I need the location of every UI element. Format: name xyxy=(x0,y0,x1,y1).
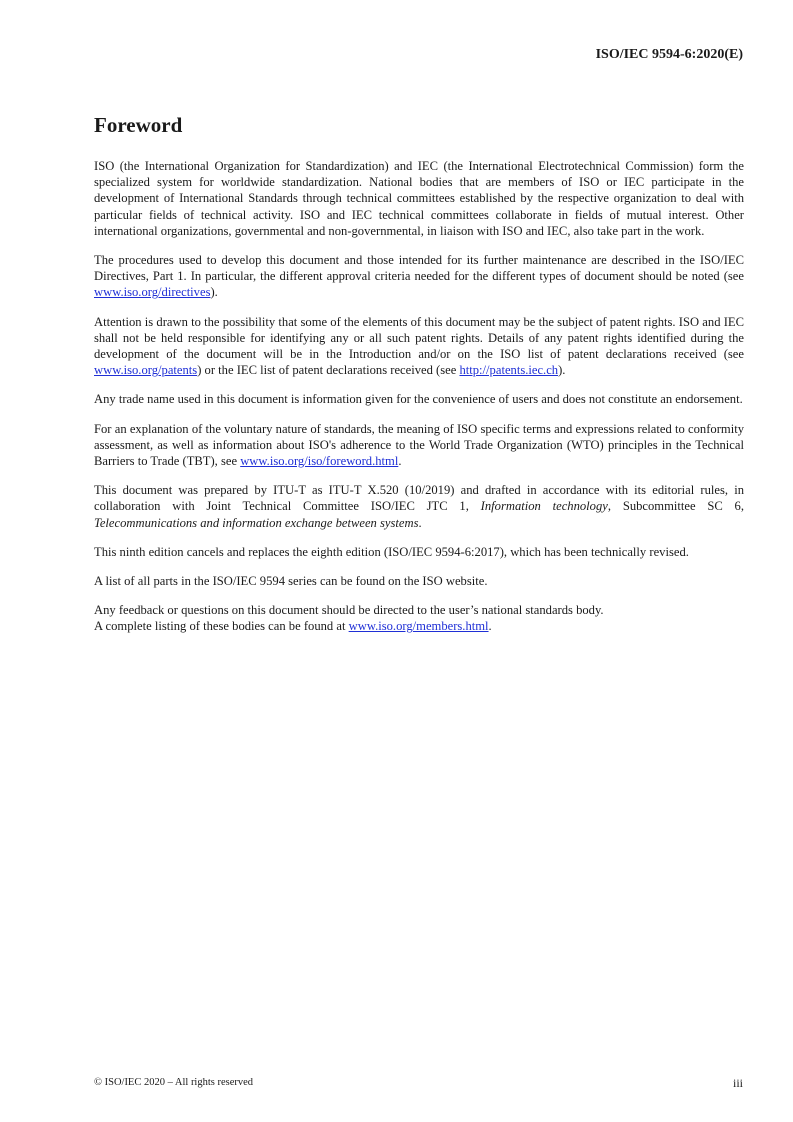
copyright-footer: © ISO/IEC 2020 – All rights reserved xyxy=(94,1077,254,1088)
foreword-link[interactable]: www.iso.org/iso/foreword.html xyxy=(240,454,399,469)
paragraph-text: Any feedback or questions on this document should be directed to the user’s national standards body. xyxy=(94,603,604,618)
paragraph-series-list: A list of all parts in the ISO/IEC 9594 series can be found on the ISO website. xyxy=(94,574,488,589)
committee-title: Information technology xyxy=(480,499,608,514)
paragraph-text: For an explanation of the voluntary nature of standards, the meaning of ISO specific terms and expressions related to conformity assessment, as well as information about ISO's adherence to the World Trade Organization (WTO) principles in the Technical Barriers to Trade (TBT), see xyxy=(94,421,744,469)
document-id-header: ISO/IEC 9594-6:2020(E) xyxy=(595,47,743,62)
paragraph-text: The procedures used to develop this document and those intended for its further maintenance are described in the ISO/IEC Directives, Part 1. In particular, the different approval criteria needed for the different types of document should be noted (see xyxy=(94,253,744,284)
paragraph-feedback xyxy=(94,602,744,634)
foreword-body xyxy=(94,158,744,648)
page-title: Foreword xyxy=(94,113,183,137)
paragraph-voluntary-nature xyxy=(94,421,744,470)
paragraph-prepared-by xyxy=(94,482,744,531)
paragraph-patents xyxy=(94,314,744,379)
paragraph-trade-name: Any trade name used in this document is information given for the convenience of users and does not constitute an endorsement. xyxy=(94,392,743,407)
paragraph-text: ). xyxy=(210,285,218,300)
members-link[interactable]: www.iso.org/members.html xyxy=(348,619,489,634)
paragraph-text: ) or the IEC list of patent declarations received (see xyxy=(197,363,460,378)
page-number: iii xyxy=(732,1076,743,1090)
paragraph-text: Attention is drawn to the possibility that some of the elements of this document may be the subject of patent rights. ISO and IEC shall not be held responsible for identifying any or all such patent rights. Details of any patent rights identified during the development of the document will be in the Introduction and/or on the ISO list of patent declarations received (see xyxy=(94,314,744,362)
paragraph-text: , Subcommittee SC 6, xyxy=(607,499,744,514)
subcommittee-title: Telecommunications and information exchange between systems xyxy=(94,515,419,530)
iso-patents-link[interactable]: www.iso.org/patents xyxy=(94,363,198,378)
paragraph-text: . xyxy=(418,515,422,530)
paragraph-text: ). xyxy=(558,363,566,378)
paragraph-edition: This ninth edition cancels and replaces the eighth edition (ISO/IEC 9594-6:2017), which has been technically revised. xyxy=(94,544,689,559)
paragraph-text: A complete listing of these bodies can be found at xyxy=(94,619,349,634)
paragraph-iso-iec-intro: ISO (the International Organization for Standardization) and IEC (the International Electrotechnical Commission) form the specialized system for worldwide standardization. National bodies that are members of ISO or IEC participate in the development of International Standards through technical committees established by the respective organization to deal with particular fields of technical activity. ISO and IEC technical committees collaborate in fields of mutual interest. Other international organizations, governmental and non-governmental, in liaison with ISO and IEC, also take part in the work. xyxy=(94,159,744,238)
paragraph-procedures xyxy=(94,252,744,301)
paragraph-text: This document was prepared by ITU-T as ITU-T X.520 (10/2019) and drafted in accordance with its editorial rules, in collaboration with Joint Technical Committee ISO/IEC JTC 1, xyxy=(94,483,744,514)
directives-link[interactable]: www.iso.org/directives xyxy=(94,285,211,300)
paragraph-text: . xyxy=(488,619,492,634)
paragraph-text: . xyxy=(398,454,402,469)
iec-patents-link[interactable]: http://patents.iec.ch xyxy=(459,363,559,378)
